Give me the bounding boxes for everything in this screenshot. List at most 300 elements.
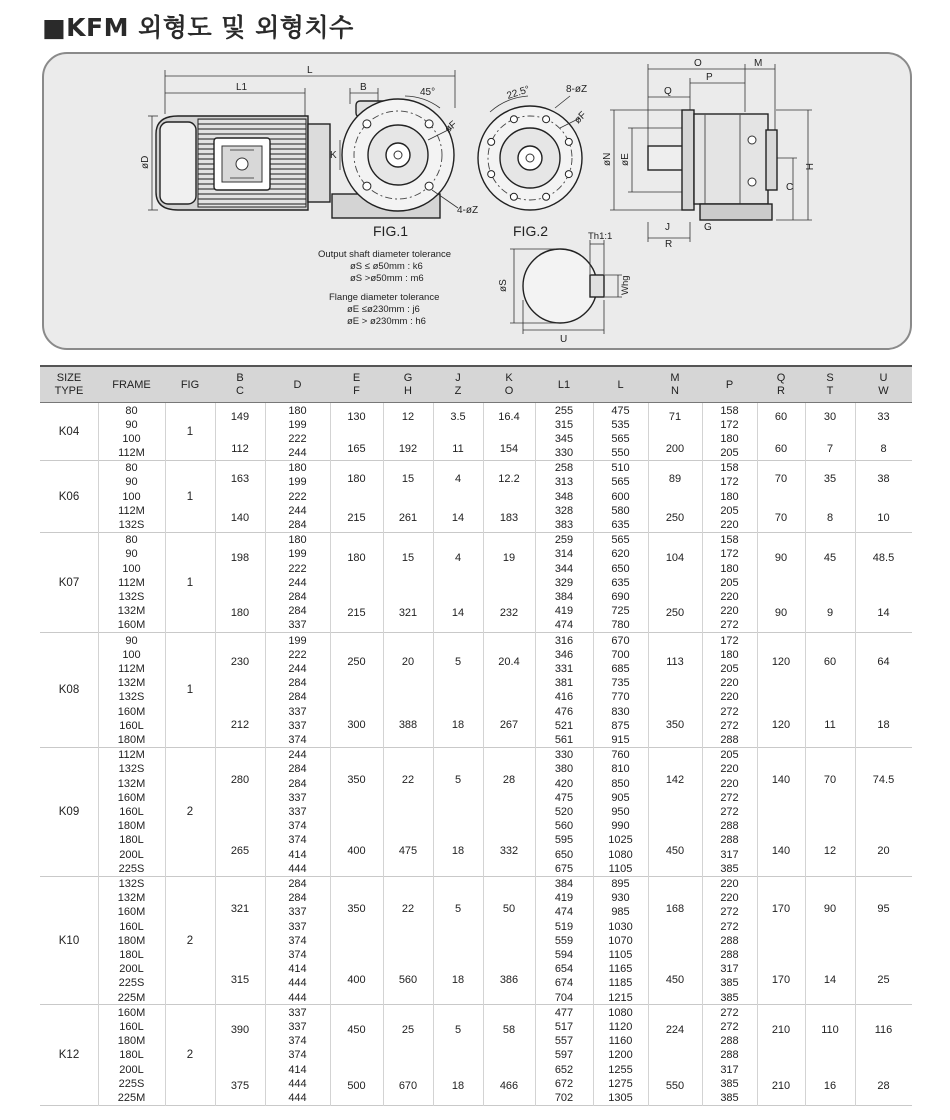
b-c-upper-value: 230 (230, 655, 250, 668)
q-r-upper-value: 210 (771, 1024, 791, 1037)
column-divider (805, 403, 806, 1106)
l1-value: 328 (554, 504, 574, 517)
b-c-lower-value: 375 (230, 1079, 250, 1092)
p-value: 205 (720, 576, 739, 589)
column-divider (593, 403, 594, 1106)
frames-value: 160L (119, 920, 144, 933)
m-n-upper-value: 104 (665, 551, 685, 564)
frames-value: 160L (119, 1021, 144, 1034)
side-dim-q: Q (664, 86, 672, 97)
frames-value: 90 (125, 548, 138, 561)
l1-value: 595 (554, 834, 574, 847)
header-label: O (504, 385, 514, 397)
d-value: 414 (288, 963, 307, 976)
b-c-upper-value: 149 (230, 411, 250, 424)
k-o-lower-value: 183 (499, 512, 519, 525)
l1-value: 561 (554, 734, 574, 747)
fig2-angle: 22.5° (505, 84, 532, 102)
side-dim-p: P (706, 72, 713, 83)
size-group-row (40, 403, 912, 461)
header-col-12 (648, 367, 702, 403)
header-label: G (403, 372, 413, 384)
p-value: 317 (720, 963, 739, 976)
d-value: 222 (288, 432, 307, 445)
dimension-table (40, 365, 912, 1107)
frames-value: 180L (119, 949, 144, 962)
s-t-upper-value: 70 (823, 773, 837, 786)
fig1-dim-b: B (360, 82, 367, 93)
p-value: 220 (720, 691, 739, 704)
frames-value: 132S (118, 591, 145, 604)
d-value: 284 (288, 605, 307, 618)
header-label: SIZE (56, 372, 82, 384)
q-r-upper-value: 90 (774, 551, 788, 564)
l1-value: 594 (554, 949, 574, 962)
frames-value: 112M (118, 447, 145, 460)
frames-value: 200L (119, 963, 144, 976)
d-value: 222 (288, 648, 307, 661)
l1-value: 330 (554, 749, 574, 762)
d-value: 374 (288, 734, 307, 747)
s-t-upper-value: 35 (823, 472, 837, 485)
q-r-lower-value: 70 (774, 512, 788, 525)
fig-number: 2 (186, 1049, 194, 1062)
frames-value: 160M (117, 1006, 146, 1019)
l-value: 985 (611, 906, 630, 919)
e-f-lower-value: 215 (347, 607, 366, 620)
fig1-dim-f: øF (442, 119, 460, 136)
l-value: 1275 (608, 1077, 633, 1090)
l-value: 510 (611, 462, 630, 475)
e-f-lower-value: 400 (347, 973, 366, 986)
j-z-lower-value: 14 (451, 512, 465, 525)
frames-value: 225M (117, 991, 146, 1004)
frames-value: 100 (122, 562, 141, 575)
l-value: 930 (611, 892, 630, 905)
shaft-dim-s: øS (498, 279, 509, 292)
l1-value: 477 (554, 1006, 574, 1019)
p-value: 220 (720, 763, 739, 776)
m-n-upper-value: 142 (665, 773, 685, 786)
d-value: 337 (288, 791, 307, 804)
d-value: 284 (288, 763, 307, 776)
b-c-lower-value: 112 (231, 443, 249, 456)
m-n-upper-value: 113 (666, 655, 684, 668)
p-value: 272 (720, 920, 739, 933)
l-value: 1105 (608, 862, 633, 875)
l1-value: 474 (554, 619, 574, 632)
j-z-lower-value: 18 (451, 718, 465, 731)
size-type: K06 (58, 490, 80, 503)
l-value: 635 (611, 576, 630, 589)
e-f-lower-value: 500 (347, 1079, 366, 1092)
q-r-lower-value: 120 (771, 718, 791, 731)
side-dim-g: G (704, 222, 712, 233)
g-h-upper-value: 25 (401, 1024, 415, 1037)
header-label: F (353, 385, 360, 397)
e-f-upper-value: 250 (347, 655, 366, 668)
l1-value: 384 (554, 878, 574, 891)
column-divider (757, 403, 758, 1106)
p-value: 172 (720, 548, 739, 561)
fig1-dim-d: øD (140, 155, 151, 169)
column-divider (265, 403, 266, 1106)
l1-value: 474 (554, 906, 574, 919)
header-col-4 (215, 367, 265, 403)
d-value: 414 (288, 1063, 307, 1076)
header-col-11 (593, 367, 648, 403)
p-value: 220 (720, 519, 739, 532)
d-value: 284 (288, 892, 307, 905)
flange-tolerance-line-2: øE > ø230mm : h6 (347, 316, 426, 327)
j-z-upper-value: 3.5 (450, 411, 466, 424)
p-value: 385 (720, 862, 739, 875)
p-value: 272 (720, 806, 739, 819)
frames-value: 112M (118, 504, 145, 517)
l1-value: 672 (554, 1077, 574, 1090)
l1-value: 650 (554, 848, 574, 861)
l1-value: 674 (554, 977, 574, 990)
header-label: D (293, 378, 302, 391)
q-r-upper-value: 170 (771, 902, 791, 915)
header-label: N (671, 385, 679, 397)
p-value: 385 (720, 1077, 739, 1090)
q-r-lower-value: 170 (771, 973, 791, 986)
k-o-upper-value: 50 (502, 902, 516, 915)
g-h-lower-value: 388 (398, 718, 418, 731)
e-f-lower-value: 215 (347, 512, 366, 525)
l-value: 620 (611, 548, 630, 561)
l1-value: 521 (554, 719, 574, 732)
q-r-upper-value: 120 (771, 655, 791, 668)
l-value: 850 (611, 777, 630, 790)
d-value: 374 (288, 949, 307, 962)
e-f-lower-value: 300 (347, 718, 366, 731)
header-label: FIG (180, 378, 200, 391)
l-value: 1080 (608, 848, 633, 861)
column-divider (165, 403, 166, 1106)
j-z-lower-value: 18 (451, 844, 465, 857)
g-h-upper-value: 15 (401, 551, 415, 564)
frames-value: 80 (125, 462, 138, 475)
p-value: 158 (720, 462, 739, 475)
frames-value: 90 (125, 476, 138, 489)
d-value: 284 (288, 591, 307, 604)
l-value: 1120 (608, 1021, 633, 1034)
shaft-dim-t: Th1:1 (588, 231, 613, 242)
frames-value: 180L (119, 834, 144, 847)
fig-number: 1 (186, 490, 194, 503)
frames-value: 100 (122, 648, 141, 661)
size-group-row (40, 633, 912, 748)
header-col-6 (330, 367, 383, 403)
p-value: 180 (720, 490, 739, 503)
p-value: 172 (720, 634, 739, 647)
frames-value: 160M (117, 906, 146, 919)
p-value: 172 (720, 476, 739, 489)
p-value: 180 (720, 648, 739, 661)
l-value: 535 (611, 418, 630, 431)
k-o-lower-value: 332 (499, 844, 519, 857)
side-dim-c: C (786, 182, 794, 193)
e-f-upper-value: 350 (347, 773, 366, 786)
g-h-upper-value: 15 (401, 472, 415, 485)
b-c-lower-value: 315 (230, 973, 250, 986)
d-value: 337 (288, 1021, 307, 1034)
s-t-lower-value: 14 (823, 973, 837, 986)
frames-value: 80 (125, 404, 138, 417)
p-value: 288 (720, 949, 739, 962)
fig1-bolt-z: 4-øZ (457, 205, 479, 216)
fig1-angle: 45° (420, 87, 436, 98)
p-value: 317 (720, 848, 739, 861)
l1-value: 520 (554, 806, 574, 819)
j-z-upper-value: 4 (454, 472, 462, 485)
header-label: K (505, 372, 513, 384)
l1-value: 330 (554, 447, 574, 460)
l-value: 1030 (608, 920, 633, 933)
l-value: 685 (611, 663, 630, 676)
l-value: 600 (611, 490, 630, 503)
frames-value: 160L (119, 806, 144, 819)
l1-value: 597 (554, 1049, 574, 1062)
header-label: TYPE (54, 385, 84, 397)
l-value: 1185 (608, 977, 633, 990)
l-value: 725 (611, 605, 630, 618)
column-divider (702, 403, 703, 1106)
k-o-upper-value: 20.4 (498, 655, 520, 668)
shaft-tolerance-line-2: øS >ø50mm : m6 (350, 273, 424, 284)
p-value: 180 (720, 432, 739, 445)
side-dim-o: O (694, 58, 702, 69)
g-h-upper-value: 22 (401, 902, 415, 915)
k-o-lower-value: 267 (499, 718, 519, 731)
l-value: 1215 (608, 991, 633, 1004)
d-value: 337 (288, 719, 307, 732)
b-c-lower-value: 140 (230, 512, 250, 525)
p-value: 158 (720, 404, 739, 417)
l1-value: 476 (554, 705, 574, 718)
d-value: 244 (288, 663, 307, 676)
shaft-tolerance-title: Output shaft diameter tolerance (318, 249, 452, 260)
size-group-row (40, 877, 912, 1006)
l1-value: 704 (554, 991, 574, 1004)
l-value: 1105 (608, 949, 633, 962)
l1-value: 380 (554, 763, 574, 776)
frames-value: 100 (122, 432, 141, 445)
l1-value: 348 (554, 490, 574, 503)
p-value: 220 (720, 777, 739, 790)
frames-value: 132S (118, 519, 145, 532)
l-value: 670 (611, 634, 630, 647)
shaft-tolerance-line-1: øS ≤ ø50mm : k6 (350, 261, 423, 272)
frames-value: 180M (117, 1035, 146, 1048)
side-dim-n: øN (602, 152, 613, 166)
column-divider (98, 403, 99, 1106)
shaft-dim-u: U (560, 334, 568, 345)
header-col-2 (98, 367, 165, 403)
d-value: 444 (288, 1077, 307, 1090)
p-value: 288 (720, 1049, 739, 1062)
d-value: 222 (288, 490, 307, 503)
m-n-lower-value: 450 (665, 973, 685, 986)
header-label: Q (776, 372, 786, 384)
p-value: 205 (720, 447, 739, 460)
l1-value: 345 (554, 432, 574, 445)
fig1-dim-l1: L1 (236, 82, 248, 93)
size-group-row (40, 748, 912, 877)
d-value: 337 (288, 806, 307, 819)
column-divider (383, 403, 384, 1106)
p-value: 205 (720, 663, 739, 676)
frames-value: 225S (118, 862, 145, 875)
u-w-upper-value: 74.5 (872, 773, 895, 786)
header-label: S (826, 372, 834, 384)
size-group-row (40, 461, 912, 533)
header-col-8 (433, 367, 483, 403)
u-w-lower-value: 18 (877, 718, 890, 731)
l-value: 895 (611, 878, 630, 891)
p-value: 158 (720, 534, 739, 547)
size-group-row (40, 533, 912, 633)
p-value: 288 (720, 734, 739, 747)
q-r-upper-value: 140 (771, 773, 791, 786)
l1-value: 652 (554, 1063, 574, 1076)
frames-value: 112M (118, 749, 145, 762)
l-value: 635 (611, 519, 630, 532)
frames-value: 160M (117, 619, 146, 632)
header-label: T (826, 385, 834, 397)
frames-value: 225M (117, 1092, 146, 1105)
e-f-lower-value: 400 (347, 844, 366, 857)
frames-value: 160M (117, 705, 146, 718)
d-value: 337 (288, 705, 307, 718)
fig2-bolt-z: 8-øZ (566, 84, 588, 95)
m-n-upper-value: 224 (665, 1024, 685, 1037)
b-c-lower-value: 180 (230, 607, 250, 620)
l1-value: 519 (554, 920, 574, 933)
k-o-lower-value: 154 (499, 443, 519, 456)
header-col-16 (855, 367, 912, 403)
l1-value: 384 (554, 591, 574, 604)
side-dim-h: H (803, 163, 814, 171)
l-value: 565 (611, 432, 630, 445)
d-value: 374 (288, 834, 307, 847)
m-n-upper-value: 71 (668, 411, 682, 424)
d-value: 180 (288, 404, 307, 417)
d-value: 244 (288, 504, 307, 517)
m-n-upper-value: 168 (665, 902, 685, 915)
p-value: 272 (720, 791, 739, 804)
d-value: 244 (288, 447, 307, 460)
l-value: 830 (611, 705, 630, 718)
header-col-1 (40, 367, 98, 403)
p-value: 220 (720, 677, 739, 690)
flange-tolerance-line-1: øE ≤ø230mm : j6 (347, 304, 420, 315)
g-h-lower-value: 475 (398, 844, 418, 857)
p-value: 272 (720, 705, 739, 718)
b-c-upper-value: 280 (230, 773, 250, 786)
size-type: K07 (58, 576, 80, 589)
frames-value: 200L (119, 1063, 144, 1076)
d-value: 244 (288, 749, 307, 762)
frames-value: 112M (118, 576, 145, 589)
b-c-lower-value: 265 (230, 844, 250, 857)
j-z-upper-value: 5 (454, 902, 462, 915)
p-value: 172 (720, 418, 739, 431)
p-value: 385 (720, 991, 739, 1004)
p-value: 385 (720, 977, 739, 990)
d-value: 414 (288, 848, 307, 861)
b-c-upper-value: 198 (230, 551, 250, 564)
frames-value: 200L (119, 848, 144, 861)
d-value: 444 (288, 991, 307, 1004)
header-col-13 (702, 367, 757, 403)
l-value: 1160 (608, 1035, 633, 1048)
l1-value: 702 (554, 1092, 574, 1105)
l-value: 770 (611, 691, 630, 704)
p-value: 220 (720, 878, 739, 891)
d-value: 374 (288, 820, 307, 833)
s-t-upper-value: 110 (821, 1024, 839, 1037)
side-dim-j: J (665, 222, 670, 233)
s-t-lower-value: 9 (826, 607, 834, 620)
frames-value: 90 (125, 418, 138, 431)
frames-value: 132M (117, 605, 146, 618)
p-value: 288 (720, 820, 739, 833)
flange-tolerance-title: Flange diameter tolerance (329, 292, 440, 303)
l-value: 810 (611, 763, 630, 776)
header-col-15 (805, 367, 855, 403)
p-value: 205 (720, 749, 739, 762)
frames-value: 225S (118, 1077, 145, 1090)
u-w-lower-value: 20 (877, 844, 890, 857)
frames-value: 132M (117, 892, 146, 905)
frames-value: 160M (117, 791, 146, 804)
q-r-upper-value: 70 (774, 472, 788, 485)
frames-value: 132S (118, 763, 145, 776)
l-value: 915 (611, 734, 630, 747)
frames-value: 132S (118, 691, 145, 704)
header-label: L1 (557, 378, 571, 391)
p-value: 220 (720, 605, 739, 618)
header-label: R (777, 385, 785, 397)
frames-value: 90 (125, 634, 138, 647)
s-t-lower-value: 7 (826, 443, 834, 456)
header-col-3 (165, 367, 215, 403)
l-value: 690 (611, 591, 630, 604)
l1-value: 559 (554, 934, 574, 947)
d-value: 199 (288, 634, 307, 647)
column-divider (648, 403, 649, 1106)
u-w-upper-value: 48.5 (872, 551, 895, 564)
column-divider (483, 403, 484, 1106)
header-col-5 (265, 367, 330, 403)
l-value: 650 (611, 562, 630, 575)
s-t-upper-value: 45 (823, 551, 837, 564)
d-value: 199 (288, 548, 307, 561)
d-value: 284 (288, 677, 307, 690)
l1-value: 654 (554, 963, 574, 976)
p-value: 288 (720, 834, 739, 847)
header-label: M (670, 372, 680, 384)
header-label: Z (454, 385, 462, 397)
j-z-lower-value: 18 (451, 1079, 465, 1092)
l1-value: 557 (554, 1035, 574, 1048)
frames-value: 180M (117, 934, 146, 947)
l1-value: 419 (554, 892, 574, 905)
fig-number: 1 (186, 684, 194, 697)
